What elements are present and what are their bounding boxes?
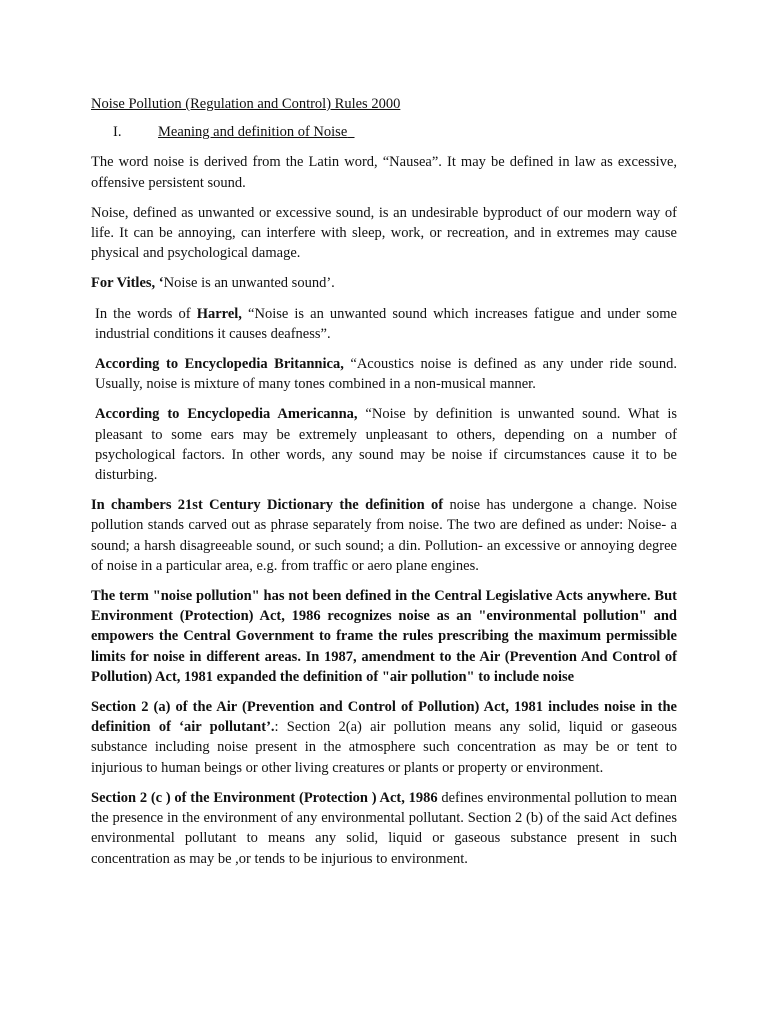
harrel-text: “Noise is an unwanted sound which increases fatigue and under some industrial conditions it causes deafness”.	[95, 305, 677, 342]
section-number: I.	[113, 124, 122, 141]
paragraph-air-act-section	[91, 697, 677, 778]
americanna-text: “Noise by definition is unwanted sound. What is pleasant to some ears may be extremely unpleasant to others, depending on a number of psychological factors. In other words, any sound may be noise if circumstances cause it to be disturbing.	[95, 406, 677, 484]
paragraph-harrel-definition	[91, 304, 677, 344]
chambers-text: noise has undergone a change. Noise pollution stands carved out as phrase separately from noise. The two are defined as under: Noise- a sound; a harsh disagreeable sound, or such sound; a din. Pollution- an excessive or annoying degree of noise in a particular area, e.g. from traffic or aero plane engines.	[91, 497, 677, 574]
document-page	[91, 94, 677, 879]
paragraph-americanna-definition	[91, 404, 677, 485]
britannica-text: “Acoustics noise is defined as any under ride sound. Usually, noise is mixture of many tones combined in a non-musical manner.	[95, 356, 677, 393]
section-heading	[91, 122, 677, 142]
paragraph-vitles-definition	[91, 273, 677, 293]
paragraph-latin-origin: The word noise is derived from the Latin word, “Nausea”. It may be defined in law as excessive, offensive persistent sound.	[91, 154, 677, 191]
document-title: Noise Pollution (Regulation and Control) Rules 2000	[91, 96, 401, 112]
environment-act-text: defines environmental pollution to mean the presence in the environment of any environmental pollutant. Section 2 (b) of the said Act defines environmental pollutant to means any solid, liquid or gaseous substance present in such concentration as may be ,or tends to be injurious to environment.	[91, 789, 678, 867]
paragraph-britannica-definition	[91, 354, 677, 394]
chambers-lead: In chambers 21st Century Dictionary the definition of	[91, 497, 444, 514]
paragraph-environment-act-section	[91, 788, 677, 869]
paragraph-unwanted-sound: Noise, defined as unwanted or excessive sound, is an undesirable byproduct of our modern way of life. It can be annoying, can interfere with sleep, work, or recreation, and in extremes may cause physical and psychological damage.	[91, 204, 677, 262]
americanna-lead: According to Encyclopedia Americanna,	[95, 406, 358, 423]
harrel-lead: Harrel,	[196, 305, 242, 322]
harrel-pre: In the words of	[95, 305, 197, 322]
vitles-text: Noise is an unwanted sound’.	[163, 275, 335, 292]
air-act-text: : Section 2(a) air pollution means any solid, liquid or gaseous substance including noise present in the atmosphere such concentration as may be or tent to injurious to human beings or other living creatures or plants or property or environment.	[91, 719, 678, 776]
vitles-lead: For Vitles, ‘	[91, 275, 164, 292]
air-act-lead: Section 2 (a) of the Air (Prevention and Control of Pollution) Act, 1981 includes noise in the definition of ‘air pollutant’.	[91, 699, 677, 736]
section-title: Meaning and definition of Noise	[158, 124, 348, 141]
paragraph-chambers-definition	[91, 495, 677, 576]
britannica-lead: According to Encyclopedia Britannica,	[95, 356, 344, 373]
environment-act-lead: Section 2 (c ) of the Environment (Protection ) Act, 1986	[91, 789, 438, 806]
paragraph-legislative-acts: The term "noise pollution" has not been defined in the Central Legislative Acts anywhere. But Environment (Protection) Act, 1986 recognizes noise as an "environmental pollution" and empowers the Central Government to frame the rules prescribing the maximum permissible limits for noise in different areas. In 1987, amendment to the Air (Prevention And Control of Pollution) Act, 1981 expanded the definition of "air pollution" to include noise	[91, 588, 677, 685]
